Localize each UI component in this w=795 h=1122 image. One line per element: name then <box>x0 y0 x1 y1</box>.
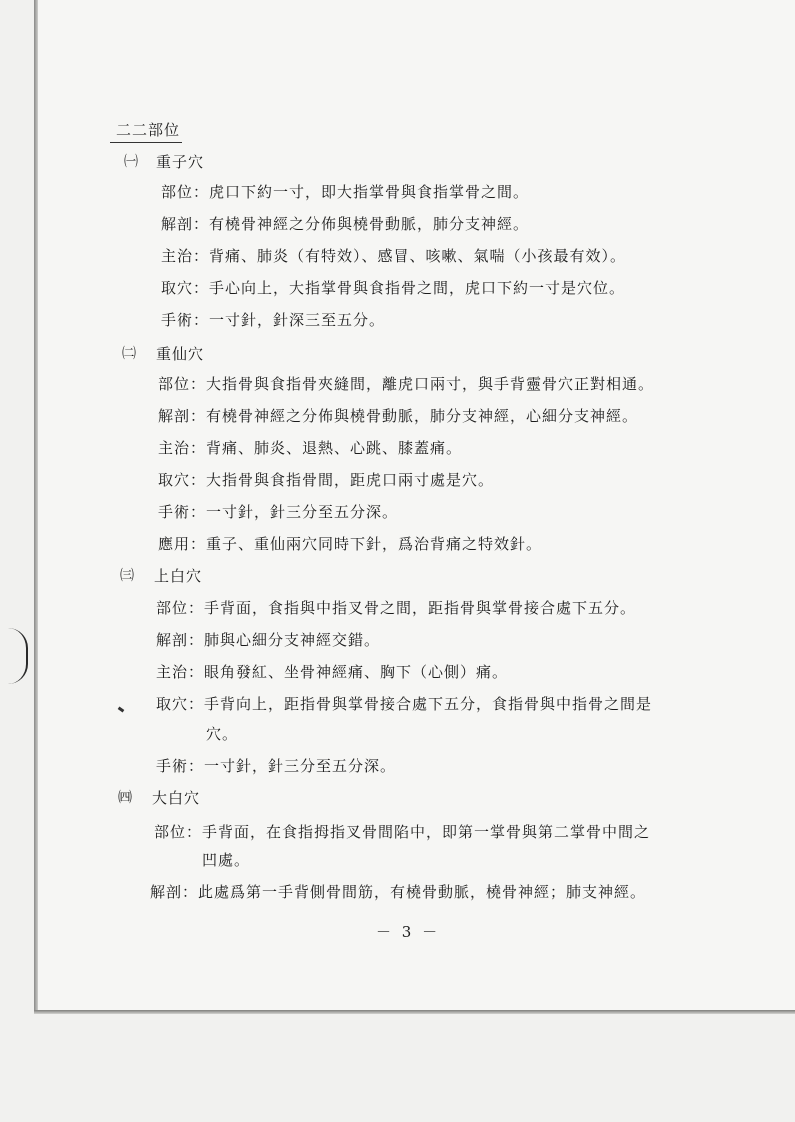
entry-line: 解剖：有橈骨神經之分佈與橈骨動脈，肺分支神經，心細分支神經。 <box>158 407 639 425</box>
entry-line: 主治：眼角發紅、坐骨神經痛、胸下（心側）痛。 <box>156 663 509 681</box>
margin-bracket-mark <box>8 628 28 684</box>
page-number: － 3 － <box>376 923 441 941</box>
entry-line: 解剖：有橈骨神經之分佈與橈骨動脈，肺分支神經。 <box>161 215 530 233</box>
entry-line: 解剖：此處爲第一手背側骨間筋，有橈骨動脈，橈骨神經；肺支神經。 <box>150 883 647 901</box>
point-title: 大白穴 <box>152 789 201 807</box>
entry-line: 主治：背痛、肺炎（有特效）、感冒、咳嗽、氣喘（小孩最有效）。 <box>161 247 627 265</box>
point-title: 重子穴 <box>156 153 205 171</box>
entry-line: 手術：一寸針，針三分至五分深。 <box>156 757 397 775</box>
section-heading: 二二部位 <box>116 121 181 139</box>
entry-line: 取穴：大指骨與食指骨間，距虎口兩寸處是穴。 <box>158 471 495 489</box>
entry-line: 應用：重子、重仙兩穴同時下針，爲治背痛之特效針。 <box>158 535 543 553</box>
point-number: ㈡ <box>122 346 136 362</box>
sheet-bottom-edge <box>34 1010 795 1014</box>
point-title: 重仙穴 <box>156 345 205 363</box>
entry-line: 解剖：肺與心細分支神經交錯。 <box>156 631 381 649</box>
entry-line: 部位：手背面，在食指拇指叉骨間陷中，即第一掌骨與第二掌骨中間之 <box>154 823 651 841</box>
paper-sheet <box>38 0 795 1010</box>
heading-underline <box>110 142 182 143</box>
entry-line-continuation: 凹處。 <box>202 851 251 869</box>
entry-line: 手術：一寸針，針深三至五分。 <box>161 311 386 329</box>
entry-line: 取穴：手心向上，大指掌骨與食指骨之間，虎口下約一寸是穴位。 <box>161 279 626 297</box>
sheet-left-edge <box>34 0 38 1012</box>
entry-line-continuation: 穴。 <box>206 725 239 743</box>
entry-line: 手術：一寸針，針三分至五分深。 <box>158 503 399 521</box>
entry-line: 部位：手背面，食指與中指叉骨之間，距指骨與掌骨接合處下五分。 <box>156 599 637 617</box>
point-number: ㈢ <box>120 568 134 584</box>
point-number: ㈣ <box>118 790 132 806</box>
entry-line: 主治：背痛、肺炎、退熱、心跳、膝蓋痛。 <box>158 439 463 457</box>
entry-line: 取穴：手背向上，距指骨與掌骨接合處下五分，食指骨與中指骨之間是 <box>156 695 653 713</box>
point-title: 上白穴 <box>154 567 203 585</box>
point-number: ㈠ <box>124 154 138 170</box>
entry-line: 部位：大指骨與食指骨夾縫間，離虎口兩寸，與手背靈骨穴正對相通。 <box>158 375 655 393</box>
entry-line: 部位：虎口下約一寸，即大指掌骨與食指掌骨之間。 <box>161 183 530 201</box>
